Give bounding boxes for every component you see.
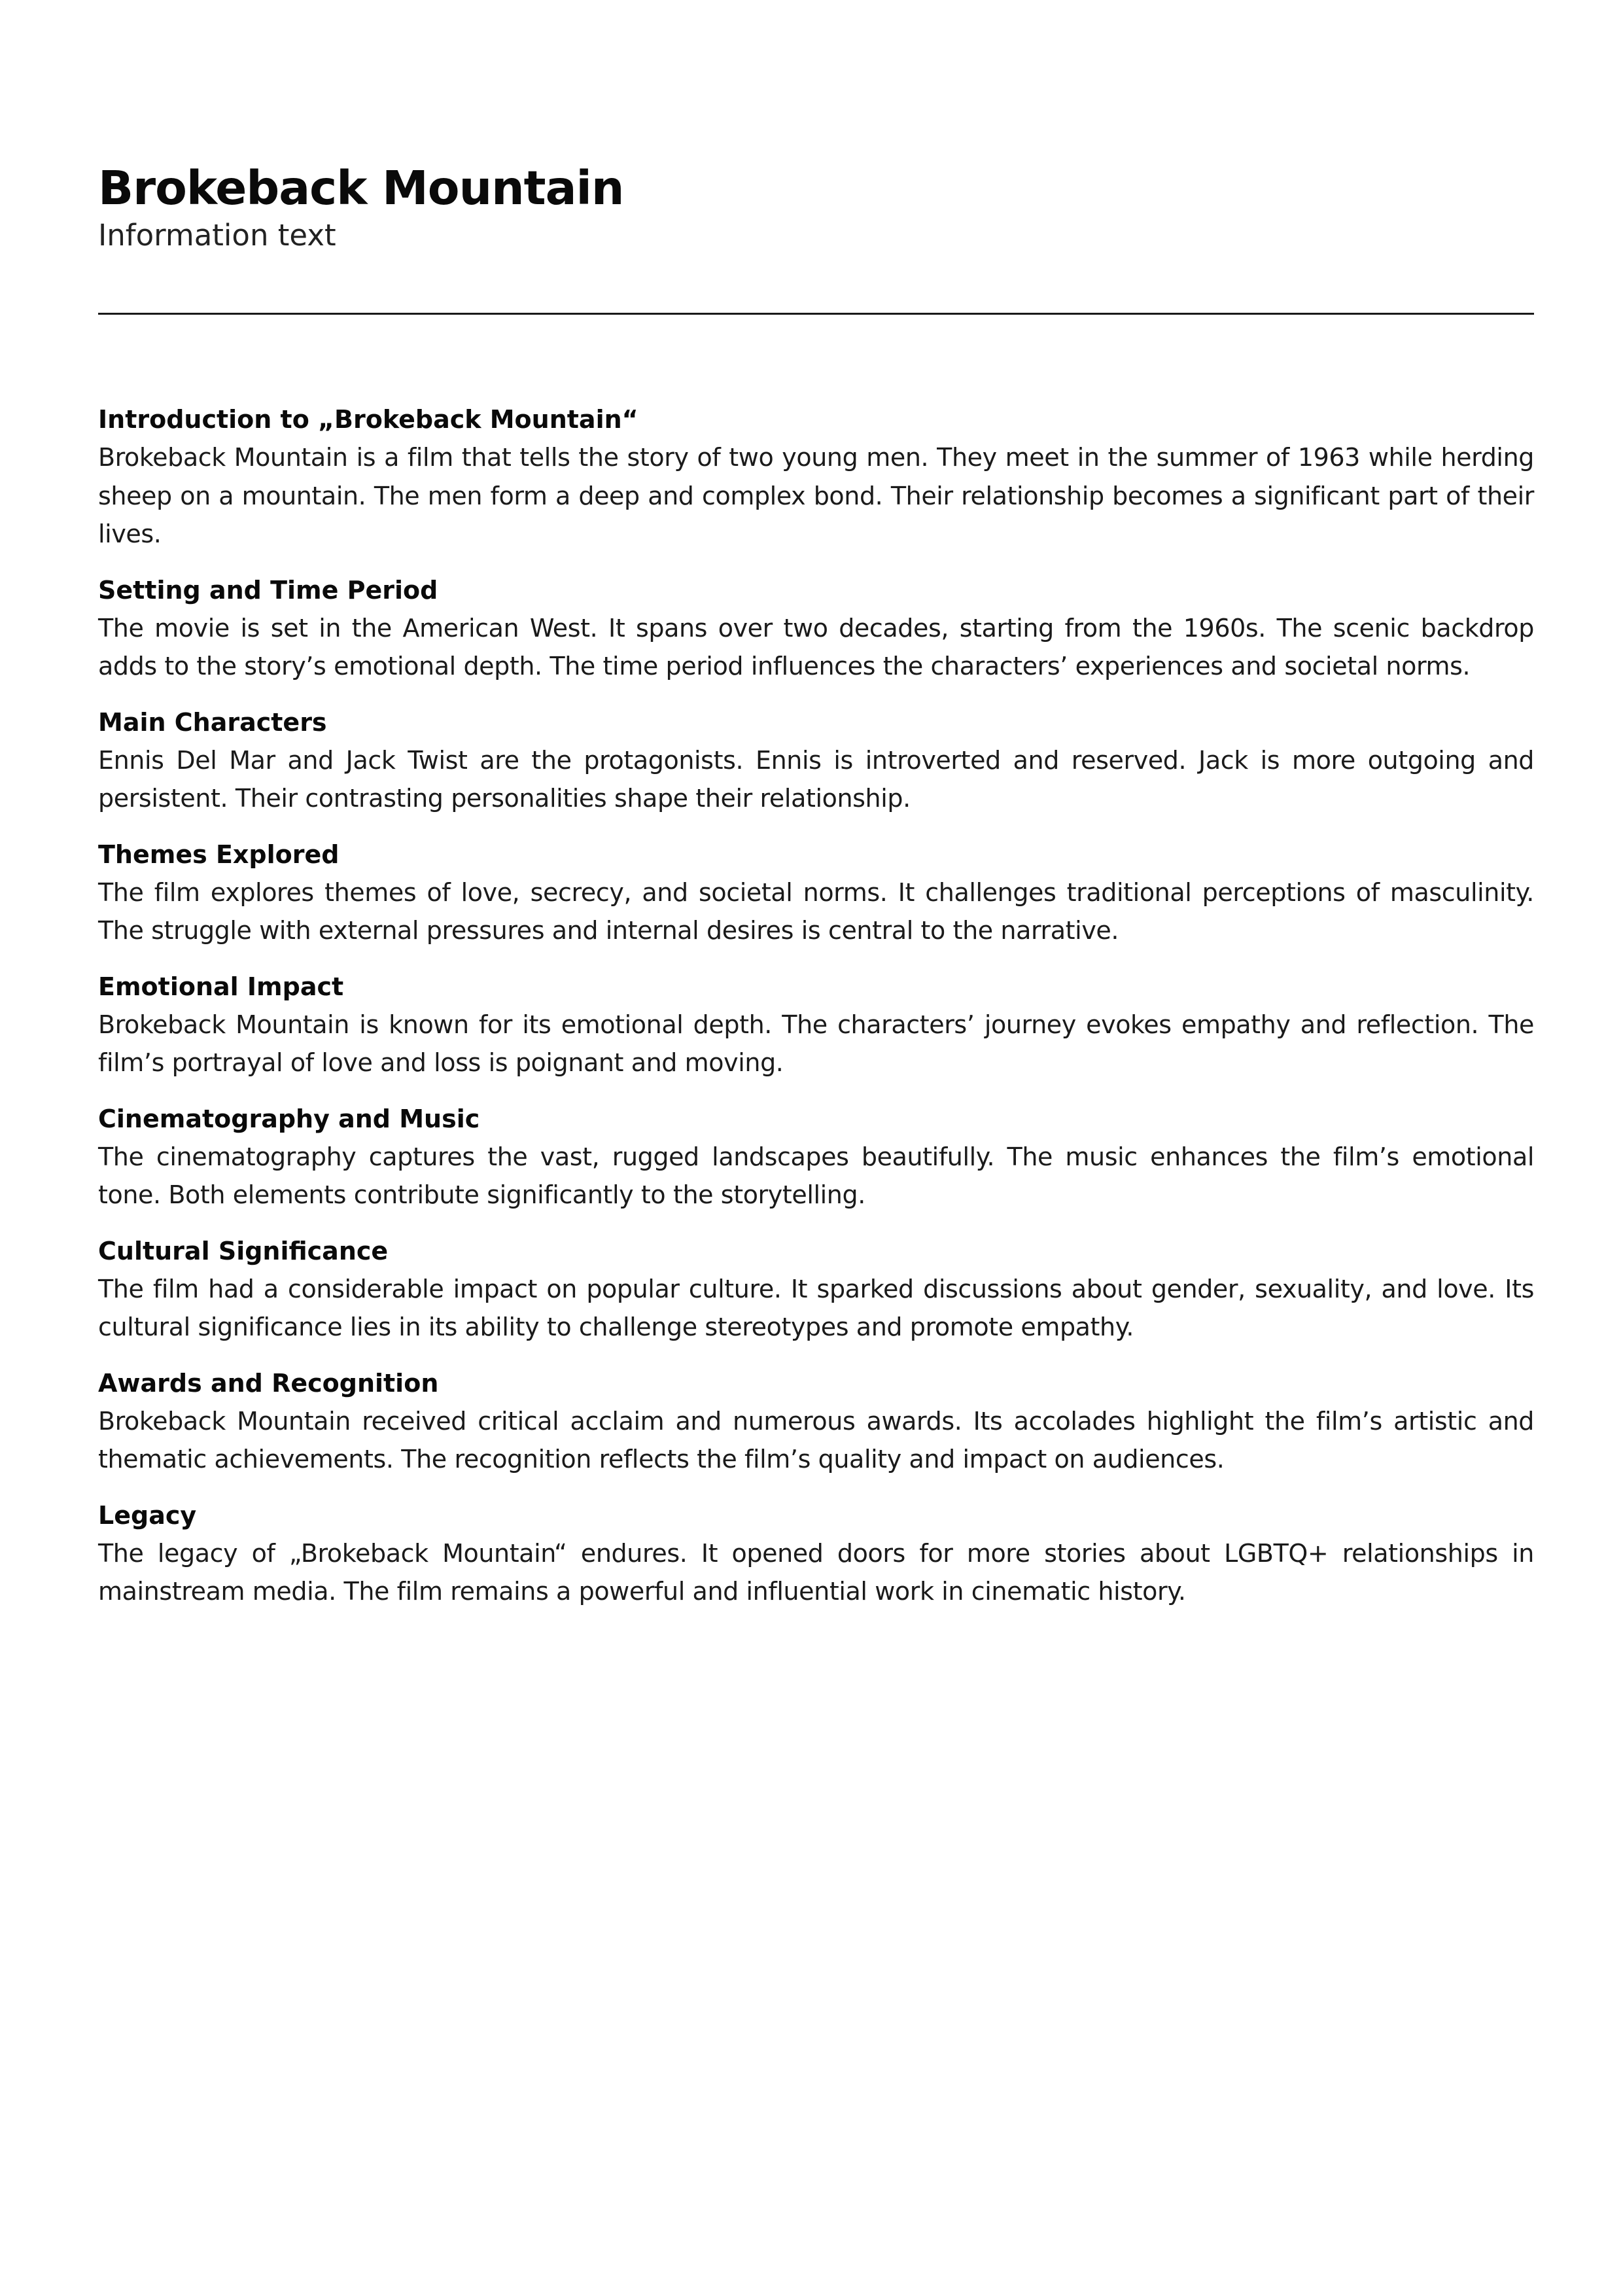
section-emotional-impact [98, 968, 1534, 1082]
section-body: Ennis Del Mar and Jack Twist are the protagonists. Ennis is introverted and reserved. Jack is more outgoing and persistent. Their contrasting personalities shape their relationship. [98, 745, 1534, 813]
section-body: Brokeback Mountain is known for its emotional depth. The characters’ journey evokes empathy and reflection. The film’s portrayal of love and loss is poignant and moving. [98, 1010, 1534, 1077]
section-heading: Main Characters [98, 707, 327, 737]
document-content [98, 400, 1534, 1629]
section-introduction [98, 400, 1534, 554]
section-body: The cinematography captures the vast, rugged landscapes beautifully. The music enhances the film’s emotional tone. Both elements contribute significantly to the storytelling. [98, 1142, 1534, 1209]
section-heading: Legacy [98, 1500, 197, 1530]
document-subtitle: Information text [98, 218, 336, 253]
section-body: The legacy of „Brokeback Mountain“ endures. It opened doors for more stories about LGBTQ+ relationships in mainstream media. The film remains a powerful and influential work in cinematic history. [98, 1538, 1534, 1606]
header-divider [98, 313, 1534, 315]
section-heading: Cultural Significance [98, 1236, 389, 1265]
section-cultural-significance [98, 1232, 1534, 1347]
section-body: The film had a considerable impact on popular culture. It sparked discussions about gender, sexuality, and love. Its cultural significance lies in its ability to challenge stereotypes and promote empathy. [98, 1274, 1534, 1341]
section-heading: Awards and Recognition [98, 1368, 439, 1398]
section-main-characters [98, 703, 1534, 818]
section-awards [98, 1364, 1534, 1479]
section-body: The film explores themes of love, secrecy, and societal norms. It challenges traditional perceptions of masculinity. The struggle with external pressures and internal desires is central to the narrative. [98, 877, 1534, 945]
section-body: The movie is set in the American West. It spans over two decades, starting from the 1960s. The scenic backdrop adds to the story’s emotional depth. The time period influences the characters’ experiences and societal norms. [98, 613, 1534, 680]
section-setting [98, 571, 1534, 686]
section-body: Brokeback Mountain received critical acclaim and numerous awards. Its accolades highlight the film’s artistic and thematic achievements. The recognition reflects the film’s quality and impact on audiences. [98, 1406, 1534, 1474]
document-page [98, 0, 1534, 2296]
section-legacy [98, 1496, 1534, 1611]
section-heading: Themes Explored [98, 839, 340, 869]
section-themes [98, 836, 1534, 950]
section-heading: Emotional Impact [98, 972, 344, 1001]
section-body: Brokeback Mountain is a film that tells the story of two young men. They meet in the summer of 1963 while herding sheep on a mountain. The men form a deep and complex bond. Their relationship becomes a significant part of their lives. [98, 443, 1534, 548]
section-cinematography [98, 1100, 1534, 1214]
document-title: Brokeback Mountain [98, 161, 624, 215]
section-heading: Cinematography and Music [98, 1104, 480, 1133]
section-heading: Introduction to „Brokeback Mountain“ [98, 405, 638, 434]
section-heading: Setting and Time Period [98, 575, 438, 605]
